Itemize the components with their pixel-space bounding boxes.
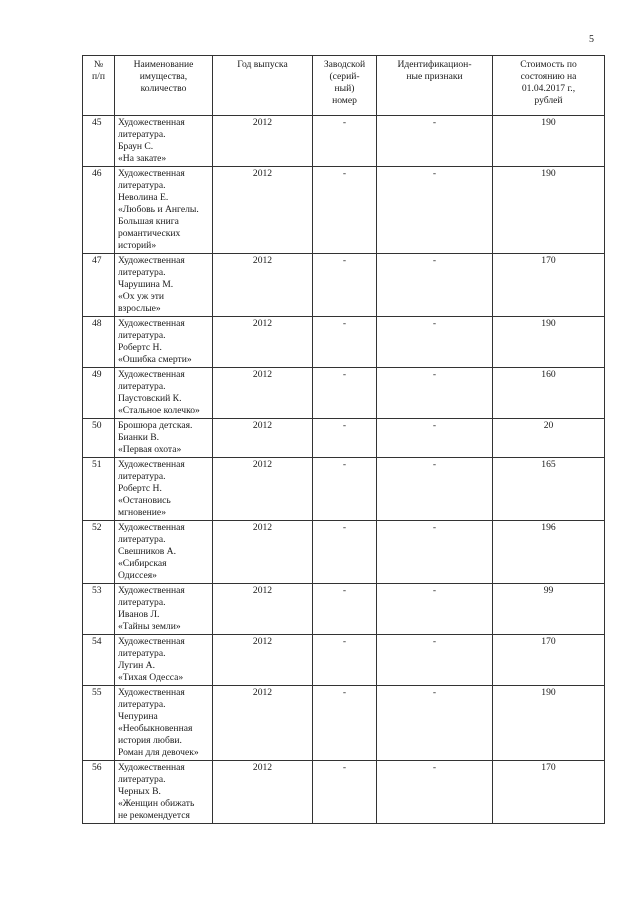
- row-ident: -: [377, 458, 493, 521]
- row-year: 2012: [213, 686, 313, 761]
- row-name: Художественная литература. Лугин А. «Тихая Одесса»: [115, 635, 213, 686]
- page-number: 5: [589, 34, 594, 45]
- row-cost: 190: [493, 686, 605, 761]
- row-name: Художественная литература. Свешников А. «Сибирская Одиссея»: [115, 521, 213, 584]
- row-ident: -: [377, 368, 493, 419]
- row-ident: -: [377, 419, 493, 458]
- table-row: [83, 254, 605, 317]
- row-name: Художественная литература. Браун С. «На закате»: [115, 116, 213, 167]
- row-year: 2012: [213, 368, 313, 419]
- table-row: [83, 419, 605, 458]
- row-year: 2012: [213, 458, 313, 521]
- row-year: 2012: [213, 584, 313, 635]
- row-number: 55: [83, 686, 115, 761]
- row-year: 2012: [213, 254, 313, 317]
- row-number: 49: [83, 368, 115, 419]
- row-number: 52: [83, 521, 115, 584]
- row-cost: 170: [493, 635, 605, 686]
- row-name: Художественная литература. Робертс Н. «Остановись мгновение»: [115, 458, 213, 521]
- header-serial: Заводской (серий- ный) номер: [313, 56, 377, 116]
- row-serial: -: [313, 584, 377, 635]
- row-ident: -: [377, 686, 493, 761]
- header-year: Год выпуска: [213, 56, 313, 116]
- row-serial: -: [313, 635, 377, 686]
- row-cost: 165: [493, 458, 605, 521]
- row-name: Художественная литература. Неволина Е. «Любовь и Ангелы. Большая книга романтических историй»: [115, 167, 213, 254]
- row-name: Художественная литература. Паустовский К. «Стальное колечко»: [115, 368, 213, 419]
- row-serial: -: [313, 458, 377, 521]
- row-cost: 160: [493, 368, 605, 419]
- row-name: Художественная литература. Чарушина М. «Ох уж эти взрослые»: [115, 254, 213, 317]
- row-serial: -: [313, 419, 377, 458]
- row-name: Художественная литература. Черных В. «Женщин обижать не рекомендуется: [115, 761, 213, 824]
- row-cost: 170: [493, 254, 605, 317]
- row-number: 54: [83, 635, 115, 686]
- table-row: [83, 635, 605, 686]
- row-cost: 99: [493, 584, 605, 635]
- inventory-table: [82, 55, 605, 824]
- row-serial: -: [313, 167, 377, 254]
- row-serial: -: [313, 317, 377, 368]
- row-number: 46: [83, 167, 115, 254]
- row-number: 56: [83, 761, 115, 824]
- row-ident: -: [377, 317, 493, 368]
- row-cost: 170: [493, 761, 605, 824]
- row-number: 47: [83, 254, 115, 317]
- row-cost: 190: [493, 116, 605, 167]
- row-year: 2012: [213, 761, 313, 824]
- header-name: Наименование имущества, количество: [115, 56, 213, 116]
- table-row: [83, 368, 605, 419]
- table-row: [83, 521, 605, 584]
- row-number: 48: [83, 317, 115, 368]
- row-number: 50: [83, 419, 115, 458]
- row-number: 53: [83, 584, 115, 635]
- row-name: Художественная литература. Иванов Л. «Тайны земли»: [115, 584, 213, 635]
- table-header-row: [83, 56, 605, 116]
- row-cost: 196: [493, 521, 605, 584]
- row-ident: -: [377, 521, 493, 584]
- table-row: [83, 686, 605, 761]
- header-num: № п/п: [83, 56, 115, 116]
- row-number: 45: [83, 116, 115, 167]
- row-name: Художественная литература. Робертс Н. «Ошибка смерти»: [115, 317, 213, 368]
- row-name: Художественная литература. Чепурина «Необыкновенная история любви. Роман для девочек»: [115, 686, 213, 761]
- row-cost: 20: [493, 419, 605, 458]
- row-year: 2012: [213, 116, 313, 167]
- row-ident: -: [377, 254, 493, 317]
- row-ident: -: [377, 116, 493, 167]
- row-ident: -: [377, 635, 493, 686]
- table-row: [83, 167, 605, 254]
- row-serial: -: [313, 521, 377, 584]
- row-year: 2012: [213, 521, 313, 584]
- row-number: 51: [83, 458, 115, 521]
- row-serial: -: [313, 686, 377, 761]
- row-name: Брошюра детская. Бианки В. «Первая охота»: [115, 419, 213, 458]
- row-cost: 190: [493, 167, 605, 254]
- table-row: [83, 317, 605, 368]
- row-cost: 190: [493, 317, 605, 368]
- table-row: [83, 761, 605, 824]
- row-serial: -: [313, 368, 377, 419]
- table-row: [83, 458, 605, 521]
- row-serial: -: [313, 254, 377, 317]
- row-serial: -: [313, 116, 377, 167]
- row-year: 2012: [213, 167, 313, 254]
- row-ident: -: [377, 167, 493, 254]
- table-row: [83, 116, 605, 167]
- row-year: 2012: [213, 419, 313, 458]
- row-ident: -: [377, 761, 493, 824]
- header-cost: Стоимость по состоянию на 01.04.2017 г., рублей: [493, 56, 605, 116]
- row-ident: -: [377, 584, 493, 635]
- table-row: [83, 584, 605, 635]
- row-year: 2012: [213, 635, 313, 686]
- table-body: [83, 116, 605, 824]
- row-serial: -: [313, 761, 377, 824]
- row-year: 2012: [213, 317, 313, 368]
- header-ident: Идентификацион- ные признаки: [377, 56, 493, 116]
